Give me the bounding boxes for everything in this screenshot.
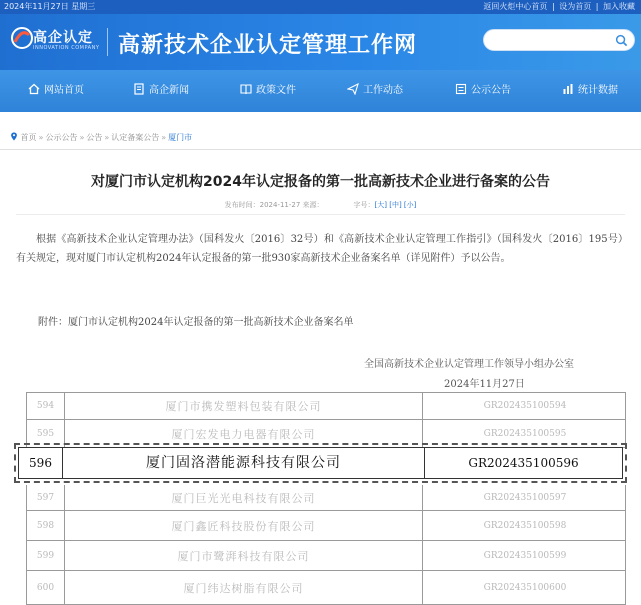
certificate-code: GR202435100596 — [468, 456, 579, 470]
logo-divider — [107, 28, 108, 56]
divider — [0, 149, 641, 150]
top-links — [481, 0, 635, 14]
search-input[interactable] — [483, 29, 635, 51]
breadcrumb-filing[interactable]: 认定备案公告 — [111, 133, 160, 142]
nav-policy[interactable] — [240, 70, 296, 112]
attachment-line: 附件：厦门市认定机构2024年认定报备的第一批高新技术企业备案名单 — [38, 317, 354, 328]
home-icon — [28, 83, 40, 95]
breadcrumb-current[interactable]: 厦门市 — [168, 133, 193, 142]
certificate-code: GR202435100598 — [483, 520, 567, 531]
row-number: 599 — [27, 541, 65, 570]
add-favorite-link[interactable]: 加入收藏 — [603, 2, 635, 11]
row-number: 597 — [27, 485, 65, 510]
nav-work-news-label: 工作动态 — [363, 85, 403, 96]
row-number: 600 — [27, 571, 65, 604]
nav-home[interactable] — [28, 70, 84, 112]
nav-news-label: 高企新闻 — [149, 85, 189, 96]
search-icon[interactable] — [615, 34, 628, 47]
breadcrumb — [10, 132, 192, 143]
table-row — [26, 511, 626, 541]
send-icon — [347, 83, 359, 95]
breadcrumb-separator: » — [38, 133, 44, 142]
certificate-code: GR202435100595 — [483, 428, 567, 439]
set-homepage-link[interactable]: 设为首页 — [559, 2, 592, 11]
row-number: 596 — [19, 448, 63, 478]
breadcrumb-announcements[interactable]: 公示公告 — [45, 133, 78, 142]
certificate-code: GR202435100594 — [483, 401, 567, 411]
divider — [16, 214, 625, 215]
company-name: 厦门巨光光电科技有限公司 — [65, 485, 423, 510]
row-number: 594 — [27, 393, 65, 419]
company-name: 厦门纬达树脂有限公司 — [65, 571, 423, 604]
attachment-table-image — [26, 392, 626, 605]
link-separator: | — [595, 2, 599, 11]
company-name: 厦门宏发电力电器有限公司 — [65, 420, 423, 447]
back-to-torch-home-link[interactable]: 返回火炬中心首页 — [483, 2, 548, 11]
top-strip — [0, 0, 641, 14]
table-row — [26, 392, 626, 420]
nav-policy-label: 政策文件 — [256, 85, 296, 96]
table-row — [26, 571, 626, 605]
company-name: 厦门固洛潜能源科技有限公司 — [63, 448, 425, 478]
main-nav — [0, 70, 641, 112]
article-title: 对厦门市认定机构2024年认定报备的第一批高新技术企业进行备案的公告 — [91, 174, 550, 190]
font-size-label: 字号： — [353, 201, 375, 209]
nav-statistics[interactable] — [562, 70, 618, 112]
logo-text: 高企认定 — [33, 30, 93, 46]
article-meta — [0, 200, 641, 210]
issuer: 全国高新技术企业认定管理工作领导小组办公室 — [364, 359, 574, 370]
issue-date: 2024年11月27日 — [444, 379, 525, 390]
list-icon — [455, 83, 467, 95]
location-pin-icon — [10, 132, 18, 141]
highlighted-table-row — [18, 447, 623, 479]
book-icon — [240, 83, 252, 95]
breadcrumb-home[interactable]: 首页 — [20, 133, 37, 142]
row-number: 598 — [27, 511, 65, 540]
nav-announcements[interactable] — [455, 70, 511, 112]
publish-time: 发布时间：2024-11-27 来源： — [224, 201, 324, 209]
nav-statistics-label: 统计数据 — [578, 85, 618, 96]
breadcrumb-separator: » — [79, 133, 85, 142]
nav-news[interactable] — [133, 70, 189, 112]
article-body: 根据《高新技术企业认定管理办法》（国科发火〔2016〕32号）和《高新技术企业认定管理工作指引》（国科发火〔2016〕195号）有关规定，现对厦门市认定机构2024年认定报备的第一批930家高新技术企业备案名单（详见附件）予以公告。 — [16, 234, 628, 264]
company-name: 厦门市携发塑料包装有限公司 — [65, 393, 423, 419]
font-size-options[interactable]: [大] [中] [小] — [374, 201, 417, 209]
row-number: 595 — [27, 420, 65, 447]
site-title: 高新技术企业认定管理工作网 — [118, 33, 418, 58]
company-name: 厦门鑫匠科技股份有限公司 — [65, 511, 423, 540]
table-row — [26, 485, 626, 511]
nav-home-label: 网站首页 — [44, 85, 84, 96]
current-date: 2024年11月27日 星期三 — [4, 2, 96, 11]
document-icon — [133, 83, 145, 95]
logo-icon[interactable] — [10, 26, 34, 50]
breadcrumb-separator: » — [104, 133, 110, 142]
nav-announcements-label: 公示公告 — [471, 85, 511, 96]
breadcrumb-notice[interactable]: 公告 — [86, 133, 103, 142]
certificate-code: GR202435100599 — [483, 550, 567, 561]
nav-work-news[interactable] — [347, 70, 403, 112]
logo-subtitle: INNOVATION COMPANY — [33, 45, 100, 51]
certificate-code: GR202435100597 — [483, 492, 567, 503]
breadcrumb-separator: » — [161, 133, 167, 142]
certificate-code: GR202435100600 — [483, 582, 567, 593]
site-header — [0, 14, 641, 70]
chart-icon — [562, 83, 574, 95]
company-name: 厦门市鹭湃科技有限公司 — [65, 541, 423, 570]
link-separator: | — [551, 2, 555, 11]
table-row — [26, 541, 626, 571]
